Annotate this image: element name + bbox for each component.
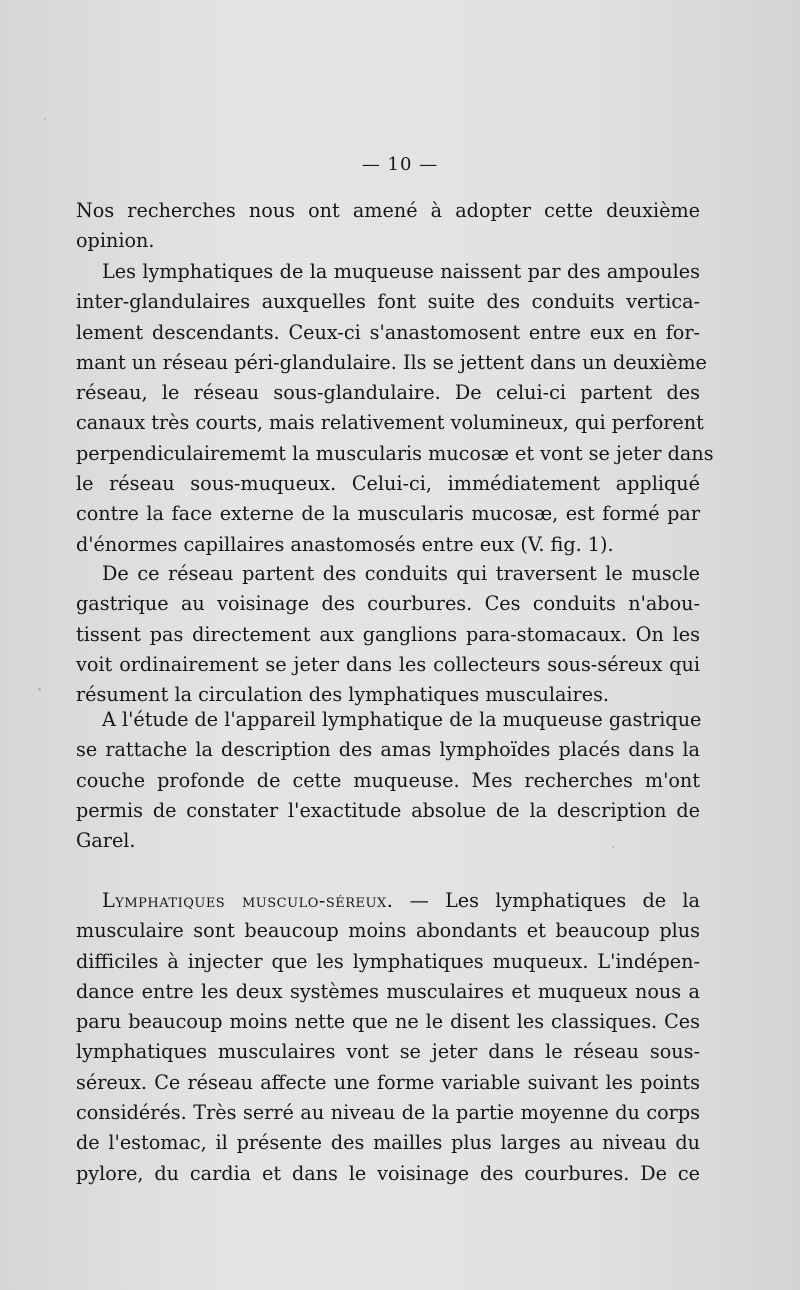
text-line: voit ordinairement se jeter dans les collecteurs sous-séreux qui xyxy=(76,652,700,676)
text-line: le réseau sous-muqueux. Celui-ci, immédiatement appliqué xyxy=(76,472,700,496)
page-number: — 10 — xyxy=(361,154,439,175)
text-line: De ce réseau partent des conduits qui traversent le muscle xyxy=(102,562,700,585)
paragraph-1 xyxy=(76,196,700,257)
text-line: pylore, du cardia et dans le voisinage des courbures. De ce xyxy=(76,1161,700,1185)
text-line: permis de constater l'exactitude absolue de la description de xyxy=(76,798,700,822)
text-line: opinion. xyxy=(76,229,155,253)
text-line: d'énormes capillaires anastomosés entre eux (V. fig. 1). xyxy=(76,532,614,556)
paragraph-3 xyxy=(76,559,700,710)
text-line: inter-glandulaires auxquelles font suite des conduits vertica- xyxy=(76,290,700,314)
text-line: canaux très courts, mais relativement volumineux, qui perforent xyxy=(76,411,704,435)
text-line: lymphatiques musculaires vont se jeter dans le réseau sous- xyxy=(76,1040,700,1064)
paper-speck xyxy=(612,846,614,848)
section-heading: Lymphatiques musculo-séreux. xyxy=(102,889,394,912)
text-line: contre la face externe de la muscularis mucosæ, est formé par xyxy=(76,502,700,526)
text-line-rest: — Les lymphatiques de la xyxy=(393,889,700,912)
paragraph-4 xyxy=(76,705,700,856)
text-line: Les lymphatiques de la muqueuse naissent par des ampoules xyxy=(102,260,700,283)
text-line: lement descendants. Ceux-ci s'anastomosent entre eux en for- xyxy=(76,320,700,344)
paragraph-2 xyxy=(76,257,714,560)
text-line: Nos recherches nous ont amené à adopter cette deuxième xyxy=(76,199,700,222)
text-line xyxy=(76,886,700,916)
text-line: couche profonde de cette muqueuse. Mes recherches m'ont xyxy=(76,768,700,792)
paper-speck xyxy=(44,118,46,120)
text-line: difficiles à injecter que les lymphatiques muqueux. L'indépen- xyxy=(76,949,700,973)
text-line: Garel. xyxy=(76,829,136,853)
text-line: paru beaucoup moins nette que ne le disent les classiques. Ces xyxy=(76,1010,700,1034)
text-line: tissent pas directement aux ganglions para-stomacaux. On les xyxy=(76,622,700,646)
text-line: perpendiculairememt la muscularis mucosæ et vont se jeter dans xyxy=(76,441,714,465)
text-line: musculaire sont beaucoup moins abondants et beaucoup plus xyxy=(76,919,700,943)
text-line: réseau, le réseau sous-glandulaire. De celui-ci partent des xyxy=(76,381,700,405)
text-line: considérés. Très serré au niveau de la partie moyenne du corps xyxy=(76,1101,700,1125)
text-line: gastrique au voisinage des courbures. Ces conduits n'abou- xyxy=(76,592,700,616)
text-line: résument la circulation des lymphatiques musculaires. xyxy=(76,683,610,707)
text-line: A l'étude de l'appareil lymphatique de la muqueuse gastrique xyxy=(102,708,702,731)
text-line: mant un réseau péri-glandulaire. Ils se jettent dans un deuxième xyxy=(76,350,707,374)
paragraph-5 xyxy=(76,886,700,1189)
text-line: dance entre les deux systèmes musculaires et muqueux nous a xyxy=(76,979,700,1003)
text-line: se rattache la description des amas lymphoïdes placés dans la xyxy=(76,738,700,762)
text-line: de l'estomac, il présente des mailles plus larges au niveau du xyxy=(76,1131,700,1155)
text-line: séreux. Ce réseau affecte une forme variable suivant les points xyxy=(76,1070,700,1094)
paper-speck xyxy=(38,688,41,691)
